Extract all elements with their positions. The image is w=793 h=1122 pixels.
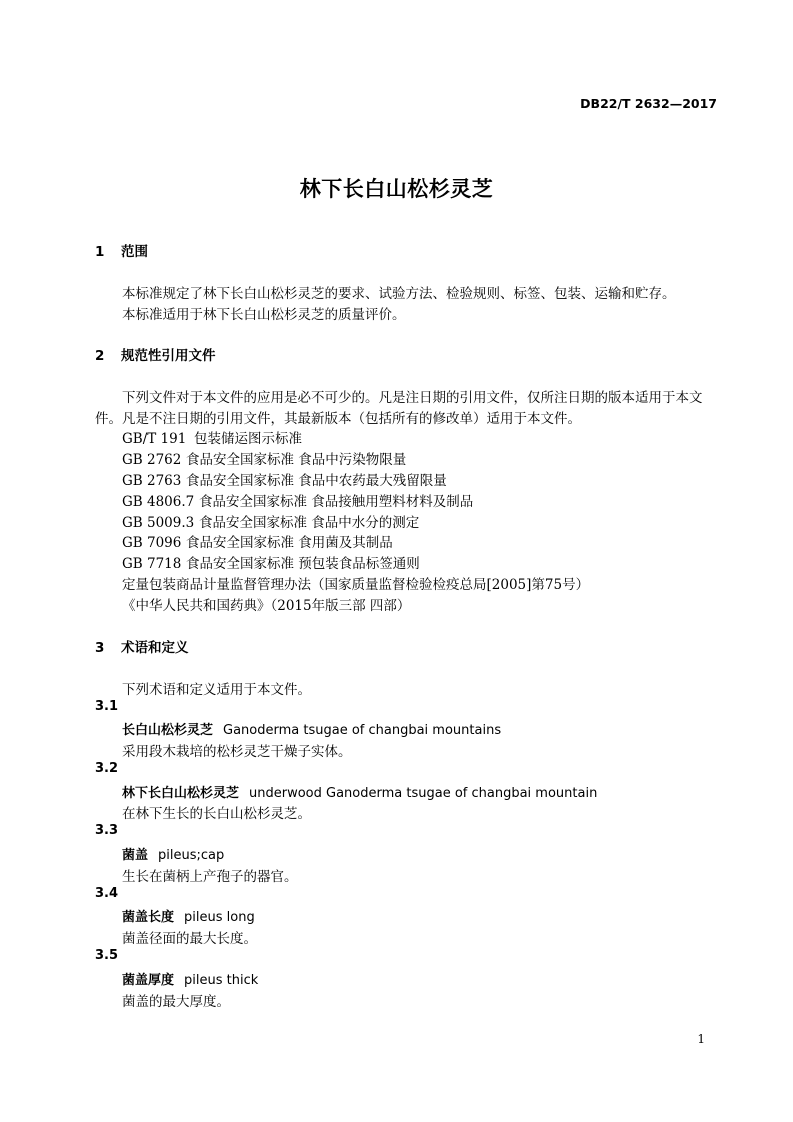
term-heading <box>122 844 224 863</box>
term-definition: 菌盖径面的最大长度。 <box>122 931 257 947</box>
reference-item <box>122 490 473 510</box>
scope-paragraph: 本标准规定了林下长白山松杉灵芝的要求、试验方法、检验规则、标签、包装、运输和贮存。 <box>122 286 676 302</box>
section-title: 规范性引用文件 <box>121 348 216 364</box>
reference-title: 食品安全国家标准 食品中水分的测定 <box>199 515 420 531</box>
term-english: Ganoderma tsugae of changbai mountains <box>223 723 502 738</box>
reference-item <box>122 427 302 447</box>
reference-item <box>122 448 406 468</box>
reference-item <box>122 511 419 531</box>
reference-title: 食品安全国家标准 食用菌及其制品 <box>186 535 393 551</box>
section-heading-scope <box>95 240 148 260</box>
references-intro-line: 下列文件对于本文件的应用是必不可少的。凡是注日期的引用文件，仅所注日期的版本适用于本文 <box>122 390 703 406</box>
reference-code: GB 4806.7 <box>122 494 195 510</box>
section-number: 3 <box>95 640 105 656</box>
section-heading-normative-references <box>95 344 216 364</box>
term-number: 3.5 <box>95 948 119 963</box>
reference-item <box>122 552 420 572</box>
page-number: 1 <box>697 1032 705 1046</box>
term-chinese: 林下长白山松杉灵芝 <box>122 786 240 801</box>
term-chinese: 菌盖长度 <box>122 910 175 925</box>
term-english: pileus;cap <box>158 848 225 863</box>
reference-code: GB 2762 <box>122 452 182 468</box>
reference-item: 定量包装商品计量监督管理办法（国家质量监督检验检疫总局[2005]第75号） <box>122 577 590 593</box>
term-number: 3.2 <box>95 761 119 776</box>
section-title: 术语和定义 <box>121 640 189 656</box>
term-number: 3.3 <box>95 823 119 838</box>
reference-title: 食品安全国家标准 预包装食品标签通则 <box>186 556 420 572</box>
reference-title: 食品安全国家标准 食品中农药最大残留限量 <box>186 473 447 489</box>
reference-code: GB 7096 <box>122 535 182 551</box>
reference-title: 食品安全国家标准 食品接触用塑料材料及制品 <box>199 494 474 510</box>
term-english: underwood Ganoderma tsugae of changbai mountain <box>249 786 598 801</box>
term-definition: 生长在菌柄上产孢子的器官。 <box>122 869 298 885</box>
scope-paragraph: 本标准适用于林下长白山松杉灵芝的质量评价。 <box>122 307 406 323</box>
reference-title: 包装储运图示标准 <box>194 431 302 447</box>
terms-intro: 下列术语和定义适用于本文件。 <box>122 682 311 698</box>
section-number: 2 <box>95 348 105 364</box>
references-intro-line: 件。凡是不注日期的引用文件，其最新版本（包括所有的修改单）适用于本文件。 <box>95 411 581 427</box>
term-number: 3.1 <box>95 699 119 714</box>
term-heading <box>122 906 255 925</box>
section-number: 1 <box>95 244 105 260</box>
term-chinese: 菌盖厚度 <box>122 973 175 988</box>
term-definition: 采用段木栽培的松杉灵芝干燥子实体。 <box>122 744 352 760</box>
term-heading <box>122 782 597 801</box>
reference-item <box>122 531 393 551</box>
section-heading-terms <box>95 636 189 656</box>
term-chinese: 菌盖 <box>122 848 149 863</box>
term-english: pileus long <box>184 910 255 925</box>
section-title: 范围 <box>121 244 148 260</box>
term-number: 3.4 <box>95 886 119 901</box>
reference-item: 《中华人民共和国药典》（2015年版三部 四部） <box>122 598 411 614</box>
term-heading <box>122 719 501 738</box>
page-title: 林下长白山松杉灵芝 <box>299 177 494 201</box>
term-definition: 在林下生长的长白山松杉灵芝。 <box>122 806 311 822</box>
reference-code: GB 7718 <box>122 556 182 572</box>
reference-code: GB 2763 <box>122 473 182 489</box>
document-code: DB22/T 2632—2017 <box>580 96 717 111</box>
term-english: pileus thick <box>184 973 259 988</box>
reference-item <box>122 469 447 489</box>
term-chinese: 长白山松杉灵芝 <box>122 723 214 738</box>
reference-code: GB/T 191 <box>122 431 187 447</box>
reference-code: GB 5009.3 <box>122 515 195 531</box>
term-heading <box>122 969 258 988</box>
term-definition: 菌盖的最大厚度。 <box>122 994 230 1010</box>
reference-title: 食品安全国家标准 食品中污染物限量 <box>186 452 407 468</box>
